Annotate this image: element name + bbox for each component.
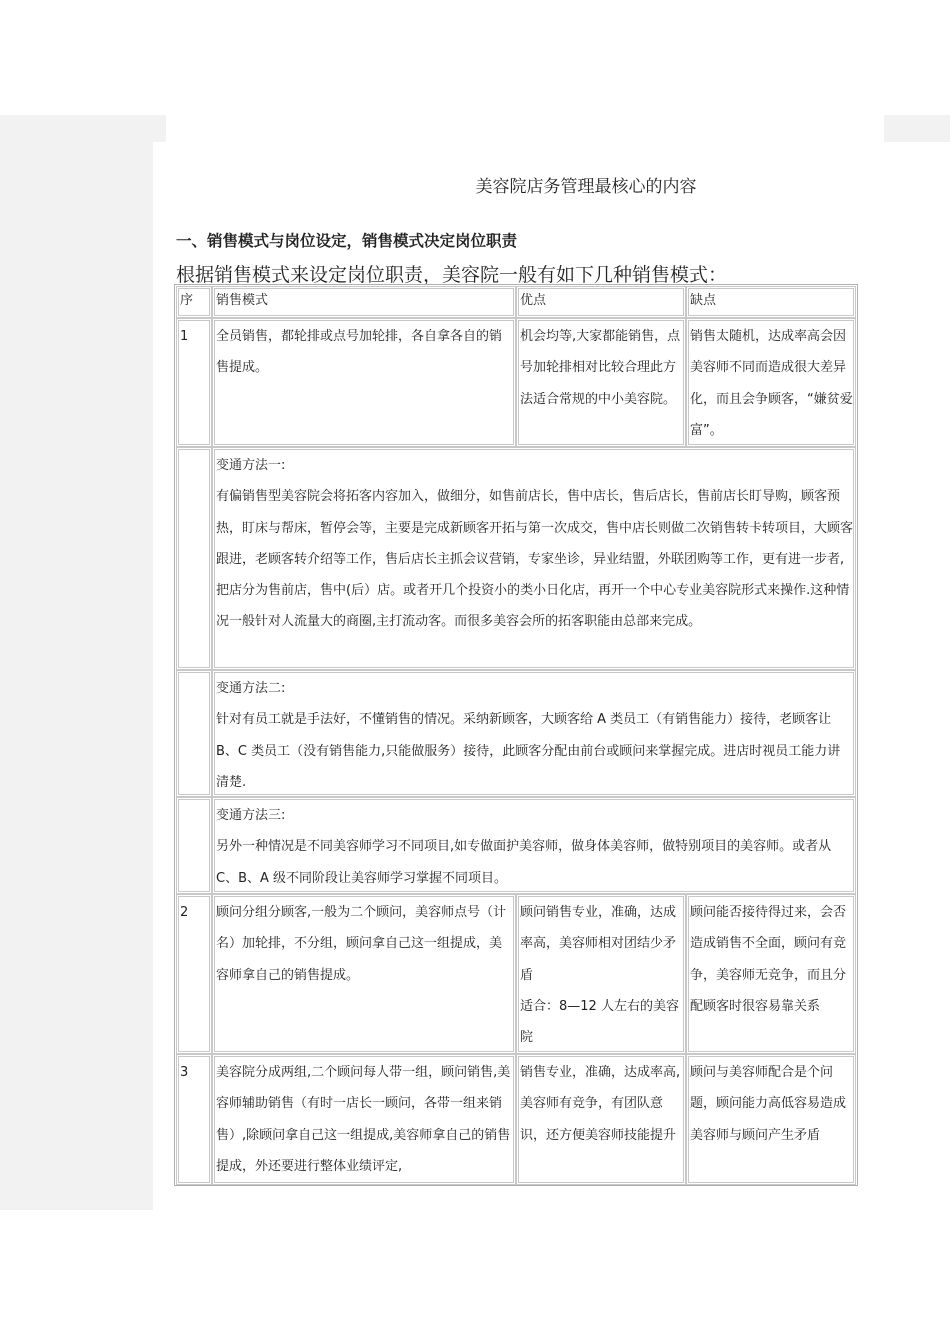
row3-num: 3 [176, 1054, 212, 1185]
row3-pros: 销售专业，准确，达成率高,美容师有竞争，有团队意识，还方便美容师技能提升 [516, 1054, 686, 1185]
row2-pros: 顾问销售专业，准确，达成率高，美容师相对团结少矛盾 [520, 905, 677, 983]
row2-pros-note: 适合：8—12 人左右的美容院 [520, 998, 679, 1046]
row2-mode: 顾问分组分顾客,一般为二个顾问，美容师点号（计名）加轮排，不分组，顾问拿自己这一组提成，美容师拿自己的销售提成。 [212, 894, 516, 1054]
variant2-num [176, 670, 212, 797]
row3-mode: 美容院分成两组,二个顾问每人带一组，顾问销售,美容师辅助销售（有时一店长一顾问，各带一组来销售）,除顾问拿自己这一组提成,美容师拿自己的销售提成，外还要进行整体业绩评定, [212, 1054, 516, 1185]
row2-pros-cell [516, 894, 686, 1054]
variant3-num [176, 797, 212, 894]
variant1-num [176, 447, 212, 670]
section-heading: 一、销售模式与岗位设定，销售模式决定岗位职责 [176, 232, 518, 250]
row1-num: 1 [176, 318, 212, 447]
row3-cons: 顾问与美容师配合是个问题，顾问能力高低容易造成美容师与顾问产生矛盾 [686, 1054, 856, 1185]
variant3-cell [212, 797, 856, 894]
variant1-text: 有偏销售型美容院会将拓客内容加入，做细分，如售前店长，售中店长，售后店长，售前店长盯导购，顾客预热，盯床与帮床，暂停会等，主要是完成新顾客开拓与第一次成交，售中店长则做二次销售转卡转项目，大顾客跟进，老顾客转介绍等工作，售后店长主抓会议营销，专家坐诊，异业结盟，外联团购等工作，更有进一步者,把店分为售前店，售中(后）店。或者开几个投资小的类小日化店，再开一个中心专业美容院形式来操作.这种情况一般针对人流量大的商圈,主打流动客。而很多美容会所的拓客职能由总部来完成。 [216, 489, 854, 630]
variant2-text: 针对有员工就是手法好，不懂销售的情况。采纳新顾客，大顾客给 A 类员工（有销售能力）接待，老顾客让 B、C 类员工（没有销售能力,只能做服务）接待，此顾客分配由前台或顾问来掌握完成。进店时视员工能力讲清楚. [216, 712, 841, 790]
row1-pros: 机会均等,大家都能销售，点号加轮排相对比较合理此方法适合常规的中小美容院。 [516, 318, 686, 447]
right-margin-tab [884, 115, 950, 142]
row2-num: 2 [176, 894, 212, 1054]
row1-cons: 销售太随机，达成率高会因美容师不同而造成很大差异化，而且会争顾客，“嫌贫爱富”。 [686, 318, 856, 447]
row1-mode: 全员销售，都轮排或点号加轮排，各自拿各自的销售提成。 [212, 318, 516, 447]
row2-cons: 顾问能否接待得过来，会否造成销售不全面，顾问有竞争，美容师无竞争，而且分配顾客时很容易靠关系 [686, 894, 856, 1054]
left-margin-panel [0, 115, 153, 1210]
header-pros: 优点 [516, 286, 686, 318]
left-margin-tab [153, 115, 166, 142]
sales-mode-table [174, 284, 858, 1186]
intro-paragraph: 根据销售模式来设定岗位职责，美容院一般有如下几种销售模式： [176, 264, 728, 286]
variant2-label: 变通方法二: [216, 681, 286, 696]
variant3-label: 变通方法三: [216, 808, 286, 823]
header-cons: 缺点 [686, 286, 856, 318]
header-mode: 销售模式 [212, 286, 516, 318]
variant2-cell [212, 670, 856, 797]
variant3-text: 另外一种情况是不同美容师学习不同项目,如专做面护美容师，做身体美容师，做特别项目的美容师。或者从 C、B、A 级不同阶段让美容师学习掌握不同项目。 [216, 839, 832, 886]
variant1-label: 变通方法一: [216, 458, 286, 473]
page-title: 美容院店务管理最核心的内容 [475, 177, 697, 197]
header-num: 序 [176, 286, 212, 318]
variant1-cell [212, 447, 856, 670]
